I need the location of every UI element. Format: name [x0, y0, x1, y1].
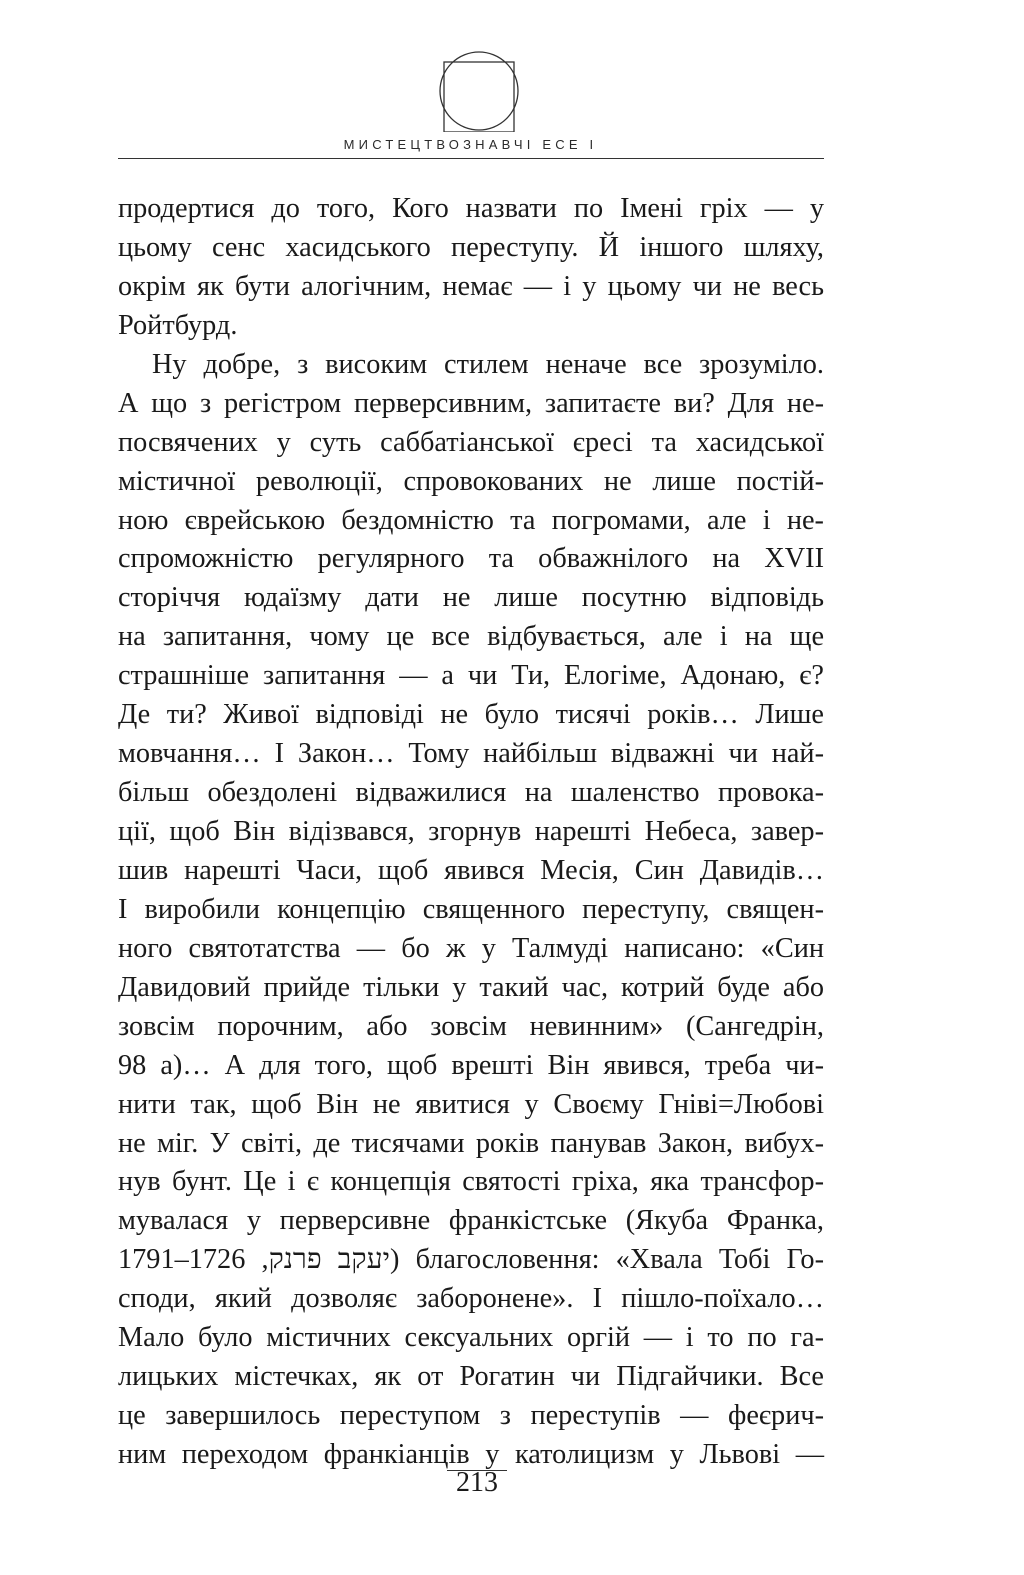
text-line: ного святотатства — бо ж у Талмуді написано: «Син [118, 932, 824, 964]
text-line: Де ти? Живої відповіді не було тисячі років… Лише [118, 699, 824, 731]
text-line: 98 а)… А для того, щоб врешті Він явився, треба чи- [118, 1049, 824, 1081]
header-rule [118, 158, 824, 159]
page-number: 213 [456, 1467, 498, 1498]
text-line: нити так, щоб Він не явитися у Своєму Гніві=Любові [118, 1088, 824, 1120]
text-line: мувалася у перверсивне франкістське (Якуба Франка, [118, 1205, 824, 1237]
text-line: Мало було містичних сексуальних оргій — і то по га- [118, 1322, 824, 1354]
text-line: Ну добре, з високим стилем неначе все зрозуміло. [152, 348, 824, 380]
text-line: יעקב פרנק, 1726–1791) благословення: «Хвала Тобі Го- [118, 1244, 824, 1276]
text-line: лицьких містечках, як от Рогатин чи Підгайчики. Все [118, 1361, 824, 1393]
text-line: страшніше запитання — а чи Ти, Елогіме, Адонаю, є? [118, 660, 824, 692]
text-line: більш обездолені відважилися на шаленство провока- [118, 777, 824, 809]
text-line: Давидовий прийде тільки у такий час, котрий буде або [118, 971, 824, 1003]
paragraph-1 [118, 190, 824, 346]
emblem-icon [438, 50, 520, 132]
text-line: І виробили концепцію священного переступу, священ- [118, 893, 824, 925]
text-line: ною єврейською бездомністю та погромами, але і не- [118, 504, 824, 536]
text-line: спроможністю регулярного та обважнілого на XVII [118, 543, 824, 575]
text-line: сторіччя юдаїзму дати не лише посутню відповідь [118, 582, 824, 614]
text-line: містичної революції, спровокованих не лише постій- [118, 465, 824, 497]
text-line: Ройтбурд. [118, 309, 238, 341]
text-line: ції, щоб Він відізвався, згорнув нарешті Небеса, завер- [118, 816, 824, 847]
text-line: на запитання, чому це все відбувається, але і на ще [118, 621, 824, 653]
text-line: зовсім порочним, або зовсім невинним» (Сангедрін, [118, 1010, 824, 1042]
text-line: посвячених у суть саббатіанської єресі та хасидської [118, 426, 824, 458]
running-head: МИСТЕЦТВОЗНАВЧІ ЕСЕ І [343, 137, 598, 152]
text-line: окрім як бути алогічним, немає — і у цьому чи не весь [118, 270, 824, 302]
text-line: споди, який дозволяє заборонене». І пішло-поїхало… [118, 1283, 824, 1315]
text-line: не міг. У світі, де тисячами років панував Закон, вибух- [118, 1127, 824, 1159]
body-text [118, 190, 824, 1475]
text-line: це завершилось переступом з переступів — феєрич- [118, 1400, 824, 1432]
text-line: мовчання… І Закон… Тому найбільш відважні чи най- [118, 738, 824, 770]
text-line: шив нарешті Часи, щоб явився Месія, Син Давидів… [118, 854, 824, 886]
text-line: А що з регістром перверсивним, запитаєте ви? Для не- [118, 387, 824, 419]
text-line: ним переходом франкіанців у католицизм у Львові — [118, 1439, 824, 1470]
paragraph-2 [118, 346, 824, 1475]
text-line: нув бунт. Це і є концепція святості гріха, яка трансфор- [118, 1166, 824, 1198]
text-line: цьому сенс хасидського переступу. Й іншого шляху, [118, 231, 824, 263]
text-line: продертися до того, Кого назвати по Імені гріх — у [118, 193, 824, 224]
